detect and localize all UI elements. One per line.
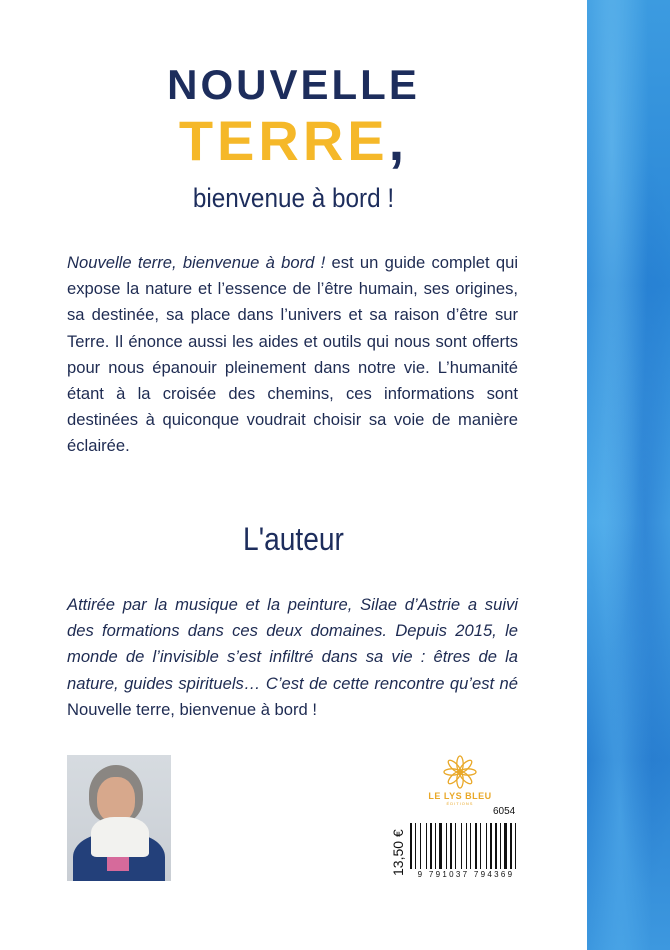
summary-text: est un guide complet qui expose la nature et l’essence de l’être humain, ses origines, sa destinée, sa place dans l’univers et sa raison d’être sur Terre. Il énonce aussi les aides et outils qui nous sont offerts pour nous épanouir pleinement dans notre vie. L’humanité étant à la croisée des chemins, ces informations sont destinées à quiconque voudrait choisir sa voie de manière éclairée. <box>67 253 518 456</box>
publisher-code: 6054 <box>493 806 516 817</box>
lily-flower-icon <box>443 755 477 789</box>
title-terre-text: TERRE <box>178 109 389 172</box>
author-bio-text: Attirée par la musique et la peinture, Silae d’Astrie a suivi des formations dans ces deux domaines. Depuis 2015, le monde de l’invisible s’est infiltré dans sa vie : êtres de la nature, guides spirituels… C’est de cette rencontre qu’est né <box>67 595 518 693</box>
barcode-bar <box>420 823 421 869</box>
barcode-bar <box>490 823 492 869</box>
summary-book-title: Nouvelle terre, bienvenue à bord ! <box>67 253 326 272</box>
barcode-bar <box>410 823 412 869</box>
barcode-bar <box>435 823 436 869</box>
price: 13,50 € <box>390 829 406 876</box>
barcode-bar <box>500 823 501 869</box>
publisher-sub: ÉDITIONS <box>446 801 474 806</box>
isbn-number: 9 791037 794369 <box>417 870 515 879</box>
barcode-bar <box>504 823 507 869</box>
author-bio <box>67 592 518 723</box>
summary-paragraph <box>67 250 518 460</box>
publisher-logo <box>420 755 500 806</box>
title-terre <box>0 110 587 172</box>
barcode-bar <box>455 823 456 869</box>
author-heading: L'auteur <box>243 521 344 557</box>
barcode-bar <box>515 823 516 869</box>
author-photo <box>67 755 171 881</box>
publisher-name: LE LYS BLEU <box>428 791 492 801</box>
author-bio-book-title: Nouvelle terre, bienvenue à bord ! <box>67 699 317 719</box>
barcode-bar <box>430 823 432 869</box>
title-comma: , <box>388 109 409 172</box>
barcode-bar <box>439 823 442 869</box>
barcode-bar <box>450 823 452 869</box>
title-nouvelle: NOUVELLE <box>167 61 420 108</box>
barcode-bar <box>466 823 467 869</box>
barcode <box>410 823 522 869</box>
barcode-bar <box>510 823 512 869</box>
barcode-bar <box>475 823 477 869</box>
barcode-bar <box>426 823 427 869</box>
barcode-bar <box>495 823 497 869</box>
barcode-bar <box>446 823 447 869</box>
book-spine-texture <box>587 0 670 950</box>
barcode-bar <box>480 823 481 869</box>
barcode-bar <box>470 823 471 869</box>
subtitle: bienvenue à bord ! <box>192 183 395 213</box>
barcode-bar <box>486 823 487 869</box>
barcode-bar <box>415 823 416 869</box>
barcode-bar <box>461 823 462 869</box>
